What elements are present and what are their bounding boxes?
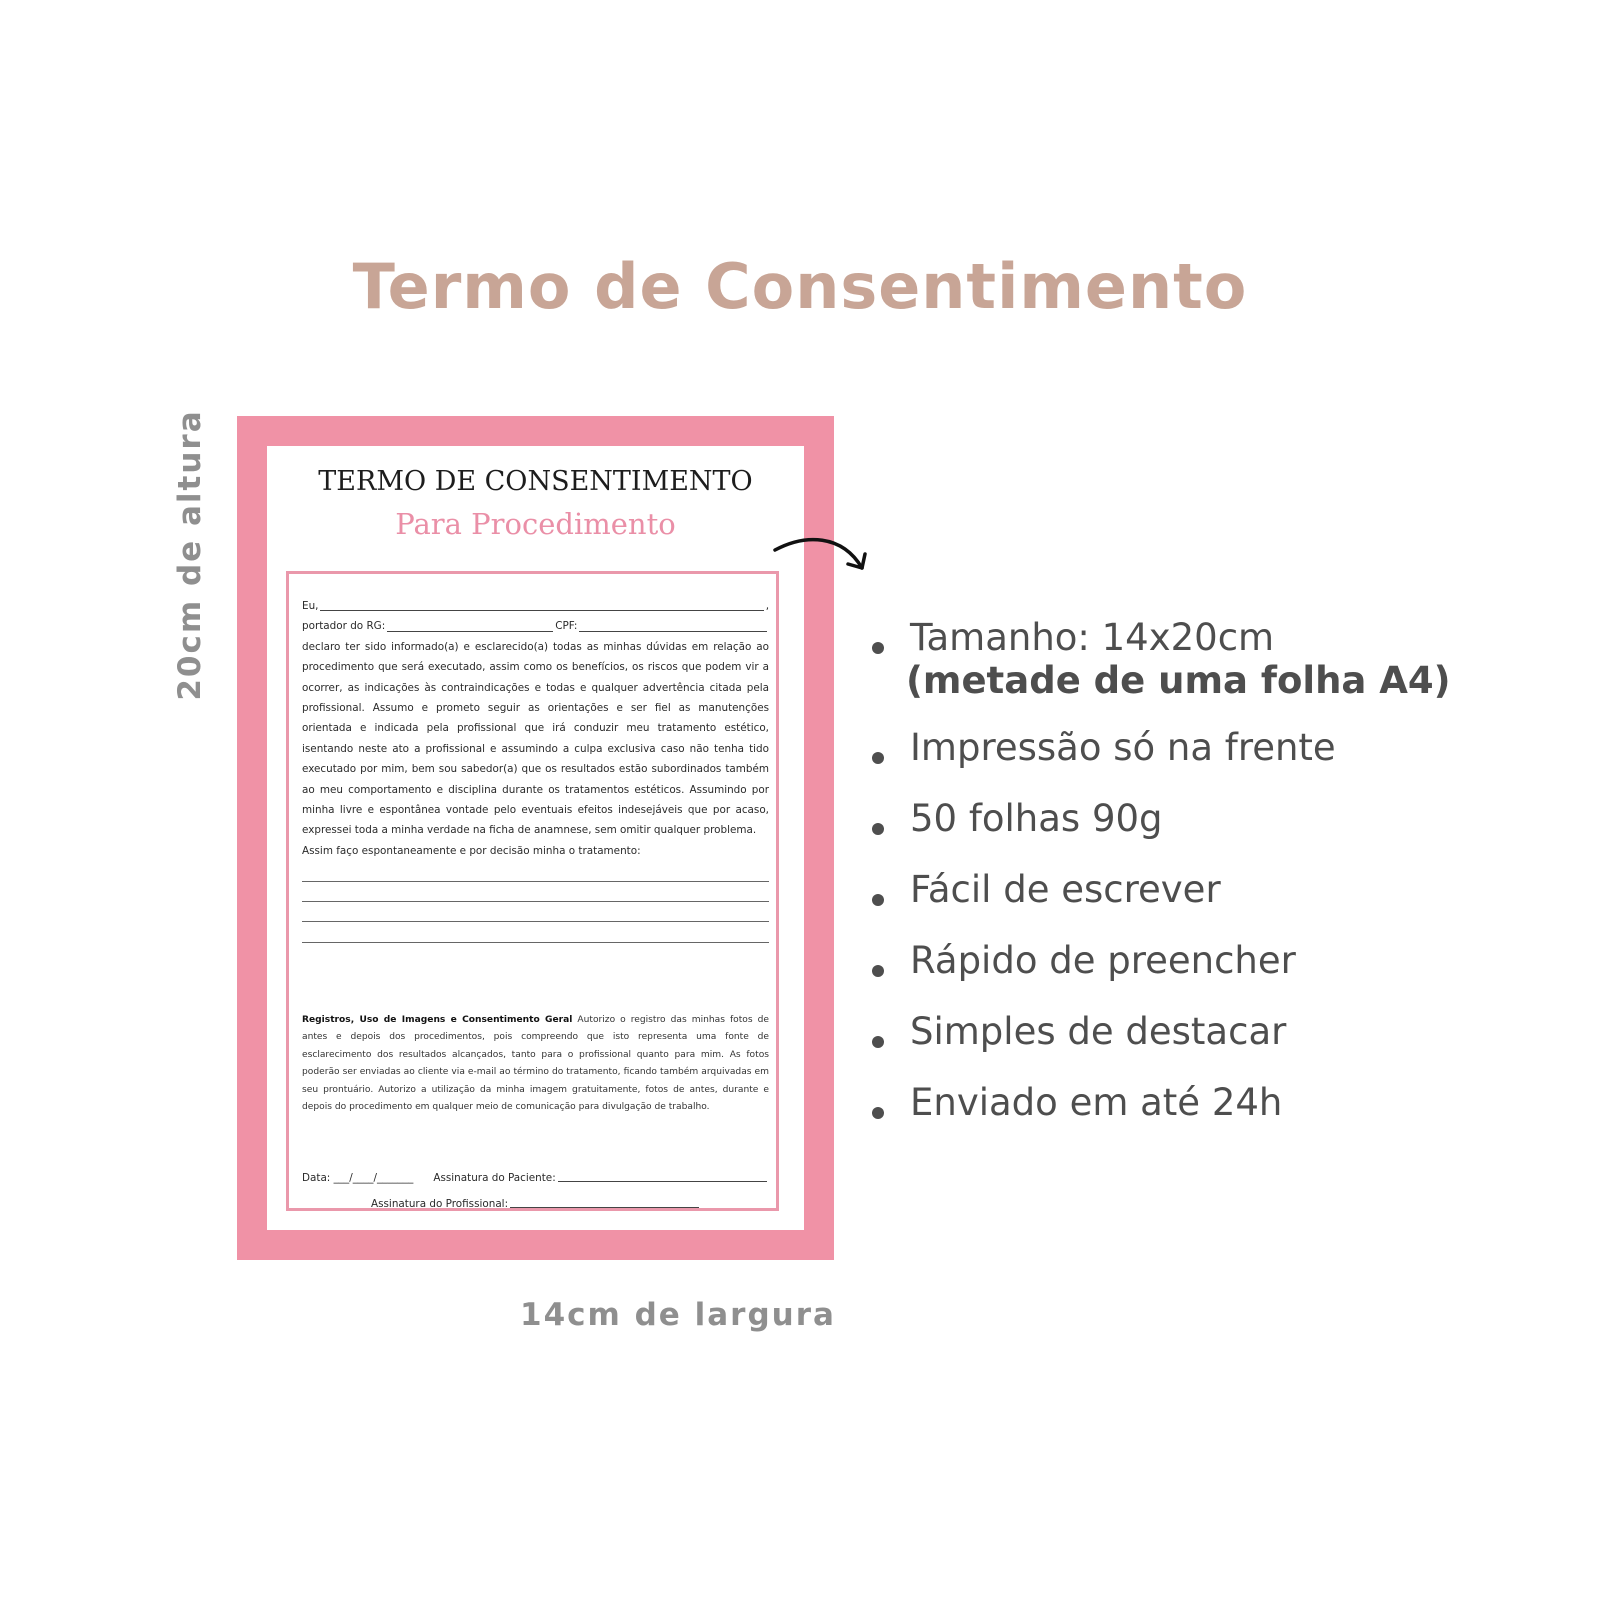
date-patient-signature-row xyxy=(302,1172,769,1184)
feature-text: Simples de destacar xyxy=(910,1010,1287,1053)
feature-list xyxy=(870,616,1590,1152)
width-dimension-label: 14cm de largura xyxy=(520,1297,836,1333)
bullet-icon xyxy=(872,894,884,906)
cpf-blank-line xyxy=(579,631,767,632)
form-sheet xyxy=(267,446,804,1230)
height-dimension-label: 20cm de altura xyxy=(172,409,208,701)
id-field-row xyxy=(302,616,769,636)
curved-arrow-icon xyxy=(770,528,880,598)
feature-text: Tamanho: 14x20cm xyxy=(910,616,1275,659)
feature-text: Enviado em até 24h xyxy=(910,1081,1283,1124)
feature-item xyxy=(870,1081,1590,1152)
date-label: Data: ___/____/_______ xyxy=(302,1172,414,1184)
feature-item xyxy=(870,797,1590,868)
feature-text: Rápido de preencher xyxy=(910,939,1296,982)
page-title: Termo de Consentimento xyxy=(352,250,1248,323)
feature-item xyxy=(870,1010,1590,1081)
patient-signature-label: Assinatura do Paciente: xyxy=(433,1172,556,1184)
professional-signature-row xyxy=(371,1198,701,1210)
document-body xyxy=(302,596,769,942)
consent-paragraph: declaro ter sido informado(a) e esclarecido(a) todas as minhas dúvidas em relação ao procedimento que será executado, assim como os benefícios, os riscos que podem vir a ocorrer, as indicações às contraindicações e todas e qualquer advertência citada pela profissional. Assumo e prometo seguir as orientações e ser fiel as manutenções orientada e indicada pela profissional que irá conduzir meu tratamento estético, isentando neste ato a profissional e assumindo a culpa exclusiva caso não tenha tido executado por mim, bem sou sabedor(a) que os resultados estão subordinados também ao meu comportamento e disciplina durante os tratamentos estéticos. Assumindo por minha livre e espontânea vontade pelo eventuais efeitos indesejáveis que por acaso, expressei toda a minha verdade na ficha de anamnese, sem omitir qualquer problema. xyxy=(302,640,769,837)
rg-blank-line xyxy=(387,631,553,632)
rg-label: portador do RG: xyxy=(302,620,386,633)
bullet-icon xyxy=(872,1107,884,1119)
feature-item xyxy=(870,616,1590,726)
eu-label: Eu, xyxy=(302,599,319,612)
treatment-blank-line xyxy=(302,882,769,902)
professional-signature-label: Assinatura do Profissional: xyxy=(371,1198,509,1210)
treatment-blank-line xyxy=(302,902,769,922)
professional-signature-line xyxy=(510,1207,699,1208)
document-subtitle: Para Procedimento xyxy=(395,507,676,541)
feature-item xyxy=(870,939,1590,1010)
image-consent-section xyxy=(302,1012,769,1116)
image-consent-text: Autorizo o registro das minhas fotos de antes e depois dos procedimentos, pois compreendo que isto representa uma fonte de esclarecimento dos resultados alcançados, tanto para o profissional quanto para mim. As fotos poderão ser enviadas ao cliente via e-mail ao término do tratamento, ficando também arquivadas em seu prontuário. Autorizo a utilização da minha imagem gratuitamente, fotos de antes, durante e depois do procedimento em qualquer meio de comunicação para divulgação de trabalho. xyxy=(302,1015,769,1113)
eu-end: , xyxy=(765,599,769,612)
bullet-icon xyxy=(872,965,884,977)
document-title: TERMO DE CONSENTIMENTO xyxy=(318,466,753,497)
treatment-blank-line xyxy=(302,922,769,942)
image-consent-heading: Registros, Uso de Imagens e Consentimento Geral xyxy=(302,1015,573,1025)
feature-item xyxy=(870,726,1590,797)
name-field-row xyxy=(302,596,769,616)
cpf-label: CPF: xyxy=(555,620,578,633)
bullet-icon xyxy=(872,1036,884,1048)
name-blank-line xyxy=(320,610,763,611)
feature-subtext: (metade de uma folha A4) xyxy=(906,659,1451,702)
treatment-blank-line xyxy=(302,861,769,881)
decision-line: Assim faço espontaneamente e por decisão minha o tratamento: xyxy=(302,844,641,857)
feature-text: Fácil de escrever xyxy=(910,868,1221,911)
feature-text: Impressão só na frente xyxy=(910,726,1336,769)
form-preview-frame xyxy=(237,416,834,1260)
bullet-icon xyxy=(872,752,884,764)
feature-item xyxy=(870,868,1590,939)
bullet-icon xyxy=(872,823,884,835)
feature-text: 50 folhas 90g xyxy=(910,797,1163,840)
patient-signature-line xyxy=(558,1181,767,1182)
bullet-icon xyxy=(872,642,884,654)
